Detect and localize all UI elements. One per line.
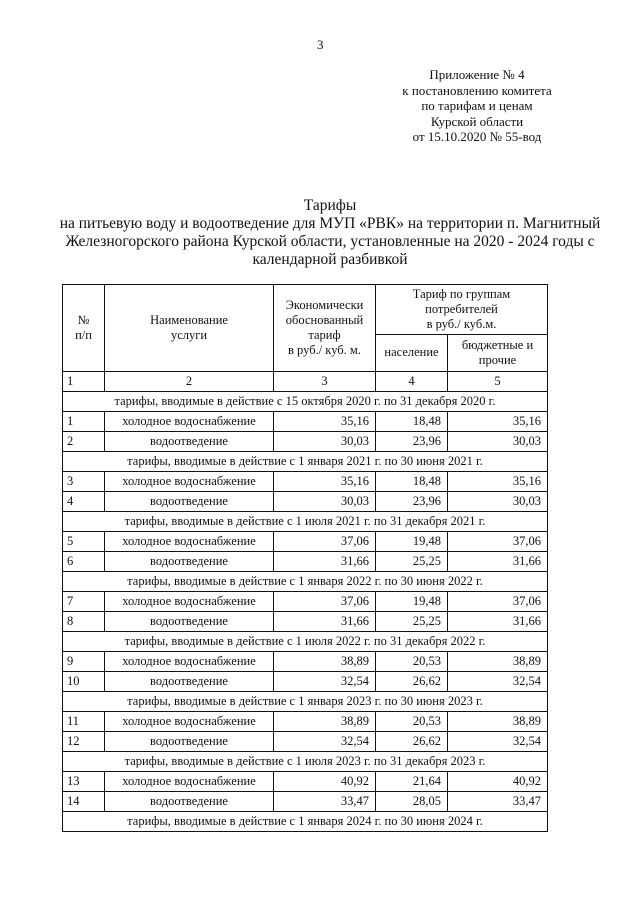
econ-tariff: 37,06 [274, 532, 376, 552]
row-number: 6 [63, 552, 105, 572]
budget-tariff: 30,03 [448, 432, 548, 452]
header-text: № [77, 313, 90, 327]
header-text: в руб./ куб. м. [288, 343, 361, 357]
table-row [63, 712, 548, 732]
row-number: 5 [63, 532, 105, 552]
header-text: бюджетные и [461, 337, 534, 352]
population-tariff: 26,62 [376, 732, 448, 752]
period-label: тарифы, вводимые в действие с 1 января 2023 г. по 30 июня 2023 г. [63, 692, 548, 712]
budget-tariff: 35,16 [448, 412, 548, 432]
table-row [63, 472, 548, 492]
appendix-line: Курской области [430, 113, 524, 129]
period-row [63, 392, 548, 412]
period-row [63, 512, 548, 532]
table-row [63, 612, 548, 632]
service-name: водоотведение [105, 732, 274, 752]
row-number: 9 [63, 652, 105, 672]
header-row [63, 285, 548, 335]
population-tariff: 19,48 [376, 532, 448, 552]
header-budget [448, 334, 548, 371]
econ-tariff: 35,16 [274, 472, 376, 492]
appendix-line: к постановлению комитета [402, 82, 552, 98]
row-number: 13 [63, 772, 105, 792]
header-text: в руб./ куб.м. [426, 316, 497, 331]
econ-tariff: 30,03 [274, 492, 376, 512]
title-line: на питьевую воду и водоотведение для МУП «РВК» на территории п. Магнитный [59, 215, 601, 232]
header-text: тариф [308, 328, 341, 342]
population-tariff: 19,48 [376, 592, 448, 612]
column-number: 1 [63, 372, 105, 392]
econ-tariff: 38,89 [274, 712, 376, 732]
period-label: тарифы, вводимые в действие с 1 июля 2022 г. по 31 декабря 2022 г. [63, 632, 548, 652]
table-row [63, 772, 548, 792]
appendix-line: по тарифам и ценам [421, 98, 533, 113]
budget-tariff: 32,54 [448, 732, 548, 752]
population-tariff: 26,62 [376, 672, 448, 692]
row-number: 12 [63, 732, 105, 752]
table-row [63, 532, 548, 552]
header-num [63, 285, 105, 372]
column-number: 2 [105, 372, 274, 392]
period-row [63, 692, 548, 712]
population-tariff: 23,96 [376, 432, 448, 452]
population-tariff: 21,64 [376, 772, 448, 792]
population-tariff: 28,05 [376, 792, 448, 812]
econ-tariff: 38,89 [274, 652, 376, 672]
service-name: холодное водоснабжение [105, 712, 274, 732]
econ-tariff: 37,06 [274, 592, 376, 612]
appendix-line: от 15.10.2020 № 55-вод [412, 129, 542, 144]
population-tariff: 18,48 [376, 472, 448, 492]
header-text: потребителей [425, 301, 498, 316]
period-label: тарифы, вводимые в действие с 1 января 2022 г. по 30 июня 2022 г. [63, 572, 548, 592]
budget-tariff: 37,06 [448, 592, 548, 612]
period-label: тарифы, вводимые в действие с 1 июля 2023 г. по 31 декабря 2023 г. [63, 752, 548, 772]
row-number: 10 [63, 672, 105, 692]
header-name [105, 285, 274, 372]
service-name: холодное водоснабжение [105, 772, 274, 792]
econ-tariff: 32,54 [274, 672, 376, 692]
column-number: 4 [376, 372, 448, 392]
period-label: тарифы, вводимые в действие с 1 января 2024 г. по 30 июня 2024 г. [63, 812, 548, 832]
table-row [63, 412, 548, 432]
appendix-block [377, 67, 577, 145]
period-row [63, 632, 548, 652]
econ-tariff: 31,66 [274, 612, 376, 632]
service-name: водоотведение [105, 552, 274, 572]
econ-tariff: 32,54 [274, 732, 376, 752]
table-row [63, 652, 548, 672]
row-number: 7 [63, 592, 105, 612]
column-number: 5 [448, 372, 548, 392]
population-tariff: 25,25 [376, 552, 448, 572]
budget-tariff: 40,92 [448, 772, 548, 792]
period-label: тарифы, вводимые в действие с 1 января 2021 г. по 30 июня 2021 г. [63, 452, 548, 472]
row-number: 3 [63, 472, 105, 492]
table-row [63, 672, 548, 692]
header-group [376, 285, 548, 335]
population-tariff: 20,53 [376, 652, 448, 672]
budget-tariff: 31,66 [448, 552, 548, 572]
budget-tariff: 38,89 [448, 712, 548, 732]
budget-tariff: 30,03 [448, 492, 548, 512]
service-name: водоотведение [105, 792, 274, 812]
title-line: Железногорского района Курской области, установленные на 2020 - 2024 годы с [65, 233, 595, 250]
population-tariff: 20,53 [376, 712, 448, 732]
econ-tariff: 40,92 [274, 772, 376, 792]
column-number: 3 [274, 372, 376, 392]
econ-tariff: 35,16 [274, 412, 376, 432]
header-text: услуги [170, 328, 208, 342]
service-name: холодное водоснабжение [105, 472, 274, 492]
appendix-line: Приложение № 4 [429, 67, 525, 82]
econ-tariff: 30,03 [274, 432, 376, 452]
period-label: тарифы, вводимые в действие с 1 июля 2021 г. по 31 декабря 2021 г. [63, 512, 548, 532]
population-tariff: 23,96 [376, 492, 448, 512]
page-number: 3 [317, 37, 324, 52]
econ-tariff: 31,66 [274, 552, 376, 572]
service-name: водоотведение [105, 672, 274, 692]
budget-tariff: 31,66 [448, 612, 548, 632]
header-text: Тариф по группам [412, 286, 511, 301]
row-number: 8 [63, 612, 105, 632]
table-row [63, 492, 548, 512]
budget-tariff: 33,47 [448, 792, 548, 812]
service-name: холодное водоснабжение [105, 592, 274, 612]
service-name: холодное водоснабжение [105, 652, 274, 672]
header-econ [274, 285, 376, 372]
population-tariff: 25,25 [376, 612, 448, 632]
table-row [63, 432, 548, 452]
row-number: 1 [63, 412, 105, 432]
budget-tariff: 32,54 [448, 672, 548, 692]
population-tariff: 18,48 [376, 412, 448, 432]
title-line: календарной разбивкой [252, 251, 408, 268]
header-text: обоснованный [285, 313, 364, 327]
table-row [63, 592, 548, 612]
econ-tariff: 33,47 [274, 792, 376, 812]
table-row [63, 792, 548, 812]
title-line: Тарифы [303, 197, 357, 214]
row-number: 4 [63, 492, 105, 512]
document-title [40, 197, 620, 269]
tariff-table [62, 284, 548, 832]
period-row [63, 572, 548, 592]
row-number: 14 [63, 792, 105, 812]
header-text: Наименование [150, 313, 228, 327]
budget-tariff: 37,06 [448, 532, 548, 552]
header-population: население [376, 334, 448, 371]
period-row [63, 752, 548, 772]
period-row [63, 812, 548, 832]
budget-tariff: 35,16 [448, 472, 548, 492]
header-text: Экономически [285, 298, 364, 312]
period-label: тарифы, вводимые в действие с 15 октября 2020 г. по 31 декабря 2020 г. [63, 392, 548, 412]
service-name: холодное водоснабжение [105, 412, 274, 432]
table-row [63, 552, 548, 572]
service-name: холодное водоснабжение [105, 532, 274, 552]
service-name: водоотведение [105, 432, 274, 452]
header-text: п/п [75, 328, 92, 342]
row-number: 11 [63, 712, 105, 732]
column-number-row [63, 372, 548, 392]
header-text: прочие [478, 352, 517, 367]
service-name: водоотведение [105, 492, 274, 512]
row-number: 2 [63, 432, 105, 452]
service-name: водоотведение [105, 612, 274, 632]
period-row [63, 452, 548, 472]
table-row [63, 732, 548, 752]
budget-tariff: 38,89 [448, 652, 548, 672]
